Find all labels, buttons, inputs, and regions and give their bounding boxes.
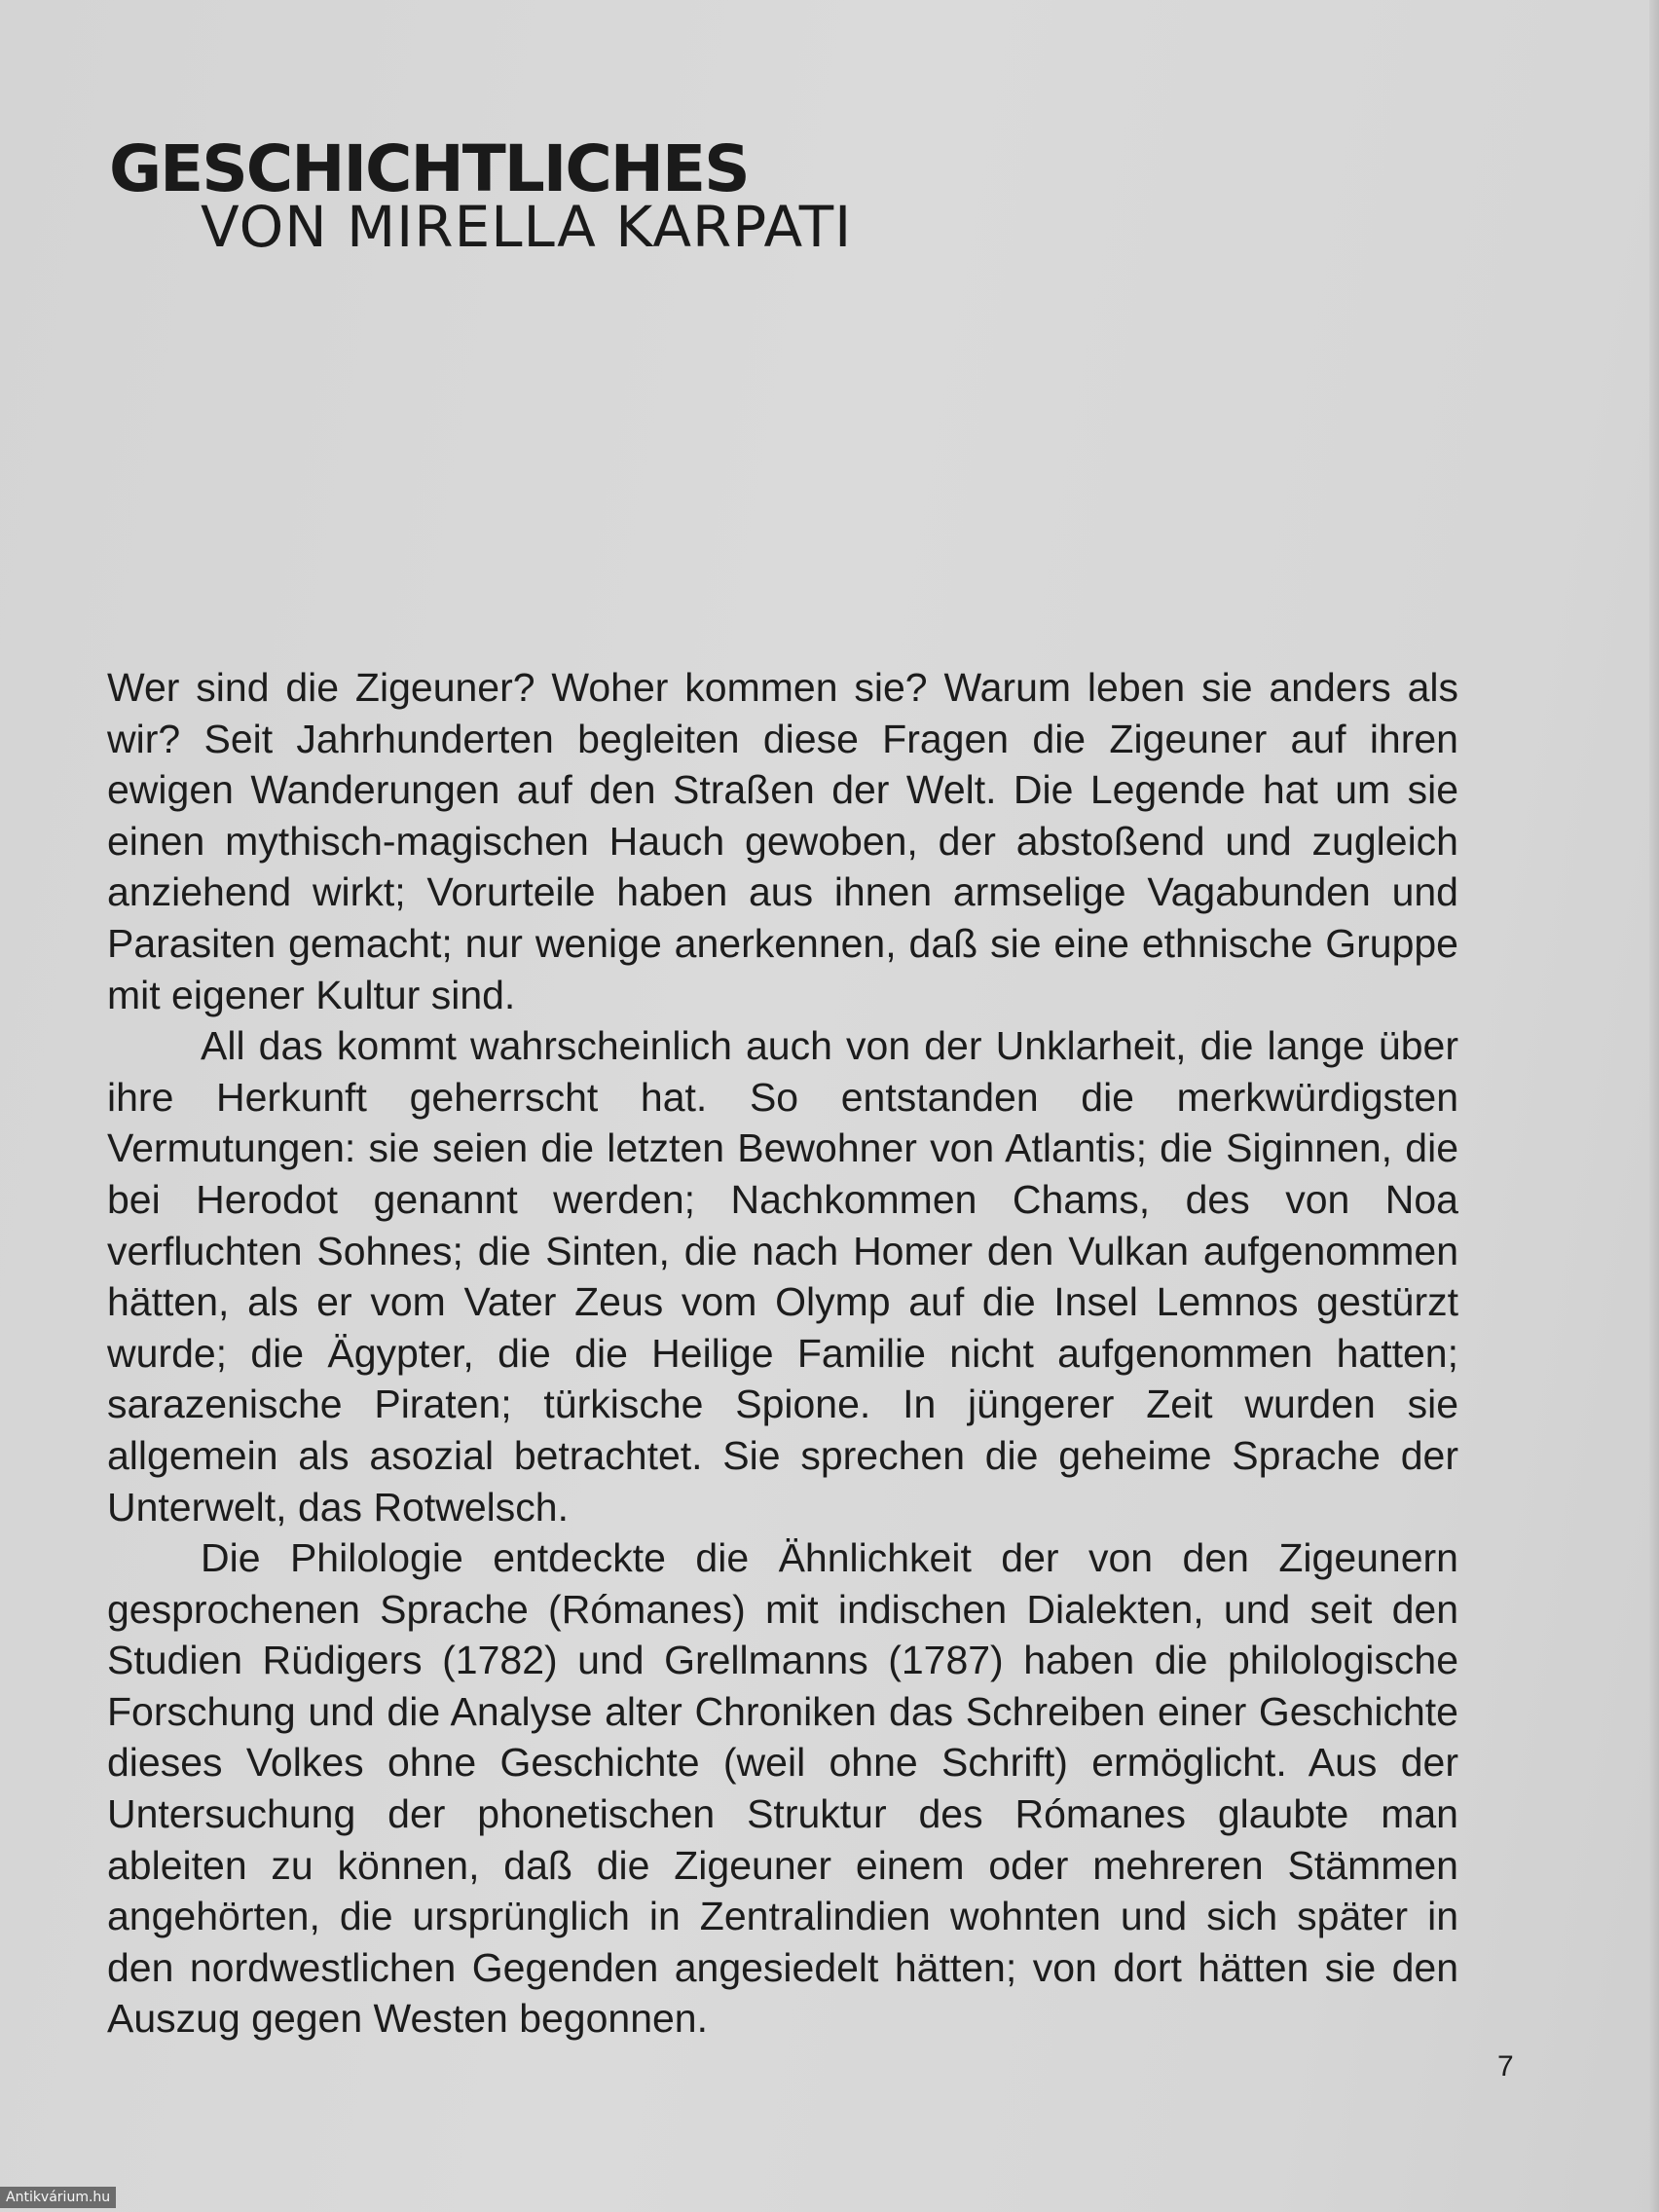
- paragraph-2: All das kommt wahrscheinlich auch von der Unklarheit, die lange über ihre Herkunft geherrscht hat. So entstanden die merkwürdigsten Vermutungen: sie seien die letzten Bewohner von Atlantis; die Siginnen, die bei Herodot genannt werden; Nachkommen Chams, des von Noa verfluchten Sohnes; die Sinten, die nach Homer den Vulkan aufgenommen hätten, als er vom Vater Zeus vom Olymp auf die Insel Lemnos gestürzt wurde; die Ägypter, die die Heilige Familie nicht aufgenommen hatten; sarazenische Piraten; türkische Spione. In jüngerer Zeit wurden sie allgemein als asozial betrachtet. Sie sprechen die geheime Sprache der Unterwelt, das Rotwelsch.: [107, 1023, 1458, 1530]
- page-edge: [1649, 0, 1659, 2212]
- page-number: 7: [1497, 2050, 1514, 2083]
- paragraph-1: Wer sind die Zigeuner? Woher kommen sie? Warum leben sie anders als wir? Seit Jahrhunderten begleiten diese Fragen die Zigeuner auf ihren ewigen Wanderungen auf den Straßen der Welt. Die Legende hat um sie einen mythisch-magischen Hauch gewoben, der abstoßend und zugleich anziehend wirkt; Vorurteile haben aus ihnen armselige Vagabunden und Parasiten gemacht; nur wenige anerkennen, daß sie eine ethnische Gruppe mit eigener Kultur sind.: [107, 665, 1458, 1017]
- author-byline: VON MIRELLA KARPATI: [201, 194, 853, 260]
- paragraph-3: Die Philologie entdeckte die Ähnlichkeit der von den Zigeunern gesprochenen Sprache (Rómanes) mit indischen Dialekten, und seit den Studien Rüdigers (1782) und Grellmanns (1787) haben die philologische Forschung und die Analyse alter Chroniken das Schreiben einer Geschichte dieses Volkes ohne Geschichte (weil ohne Schrift) ermöglicht. Aus der Untersuchung der phonetischen Struktur des Rómanes glaubte man ableiten zu können, daß die Zigeuner einem oder mehreren Stämmen angehörten, die ursprünglich in Zentralindien wohnten und sich später in den nordwestlichen Gegenden angesiedelt hätten; von dort hätten sie den Auszug gegen Westen begonnen.: [107, 1535, 1458, 2042]
- chapter-title: GESCHICHTLICHES: [109, 131, 749, 206]
- watermark: Antikvárium.hu: [0, 2187, 116, 2208]
- body-text: [107, 662, 1458, 2045]
